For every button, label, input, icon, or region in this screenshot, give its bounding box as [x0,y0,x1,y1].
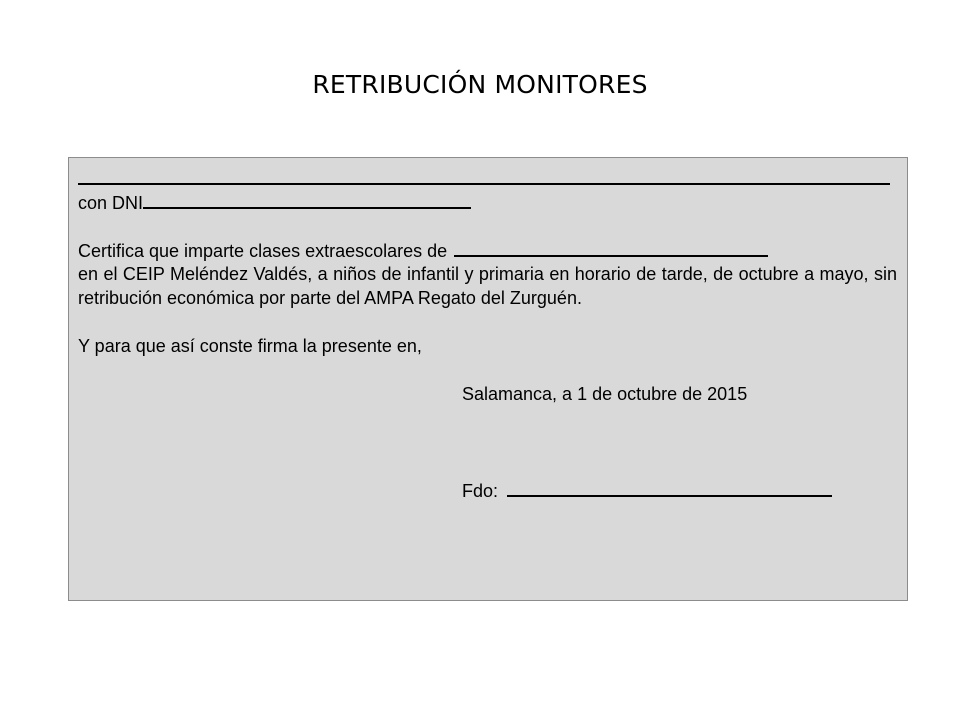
closing-row: Y para que así conste firma la presente en, [78,336,422,356]
signature-blank-line [507,478,832,497]
spacer [78,214,897,238]
dni-label: con DNI [78,193,144,213]
spacer [78,430,897,454]
spacer [78,358,897,382]
certificate-paragraph: en el CEIP Meléndez Valdés, a niños de infantil y primaria en horario de tarde, de octubre a mayo, sin retribución económica por parte del AMPA Regato del Zurguén. [78,264,897,308]
dni-row [78,190,897,214]
activity-blank-line [454,238,768,257]
spacer [78,454,897,478]
signature-label: Fdo: [462,481,499,501]
page-title: RETRIBUCIÓN MONITORES [312,70,648,99]
spacer [78,310,897,334]
name-line-row [78,166,897,190]
dni-blank-line [143,190,471,209]
certifica-text: Certifica que imparte clases extraescolares de [78,241,448,261]
certifica-row [78,238,897,262]
place-date: Salamanca, a 1 de octubre de 2015 [462,384,748,404]
certificate-form [68,157,908,601]
certificate-body [78,166,897,502]
signature-row [78,478,897,502]
name-blank-line [78,166,890,185]
spacer [78,406,897,430]
